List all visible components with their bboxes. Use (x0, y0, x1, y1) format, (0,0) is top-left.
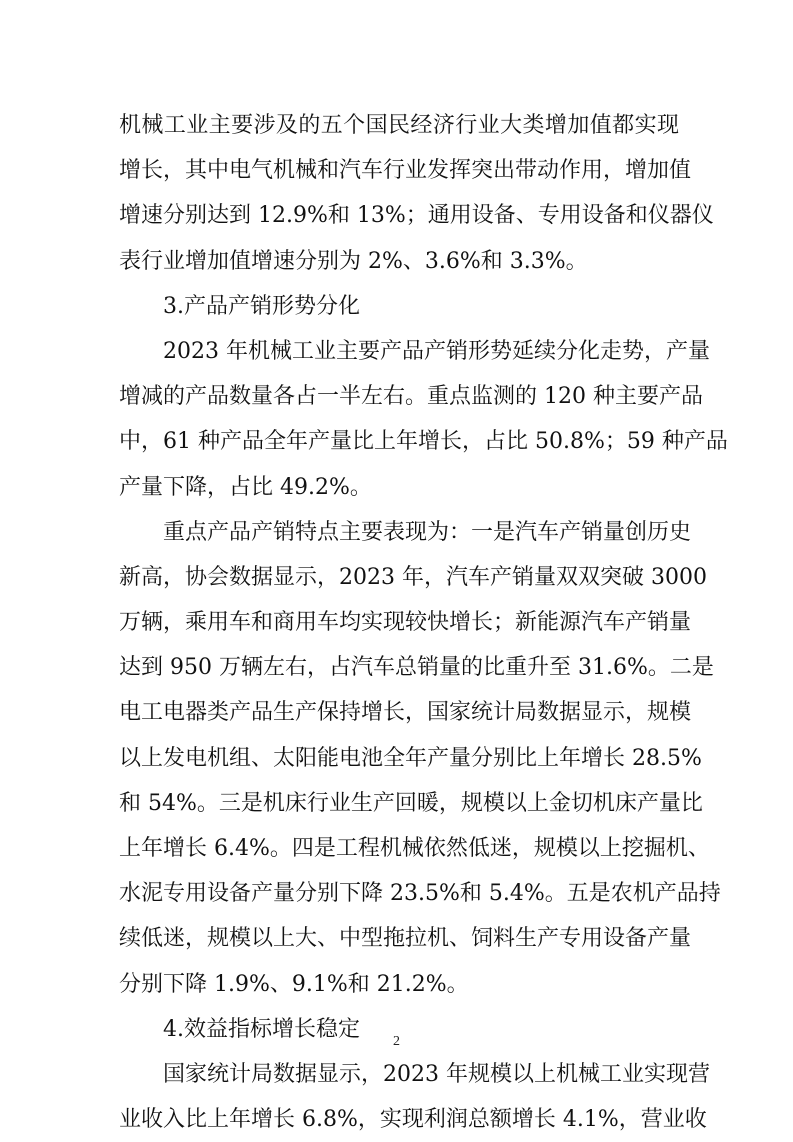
text-line: 以上发电机组、太阳能电池全年产量分别比上年增长 28.5% (119, 745, 702, 771)
body-text (119, 103, 728, 1142)
text-line: 机械工业主要涉及的五个国民经济行业大类增加值都实现 (119, 113, 679, 138)
text-line: 分别下降 1.9%、9.1%和 21.2%。 (119, 971, 469, 997)
text-line: 电工电器类产品生产保持增长，国家统计局数据显示，规模 (119, 700, 692, 726)
text-line: 中，61 种产品全年产量比上年增长，占比 50.8%；59 种产品 (119, 429, 728, 455)
text-line: 和 54%。三是机床行业生产回暖，规模以上金切机床产量比 (119, 790, 703, 816)
text-line: 上年增长 6.4%。四是工程机械依然低迷，规模以上挖掘机、 (119, 836, 710, 861)
section-heading: 3.产品产销形势分化 (163, 293, 360, 319)
text-line: 增速分别达到 12.9%和 13%；通用设备、专用设备和仪器仪 (119, 203, 714, 229)
text-line: 2023 年机械工业主要产品产销形势延续分化走势，产量 (163, 338, 710, 364)
section-heading: 4.效益指标增长稳定 (163, 1016, 360, 1042)
text-line: 万辆，乘用车和商用车均实现较快增长；新能源汽车产销量 (119, 610, 692, 636)
text-line: 续低迷，规模以上大、中型拖拉机、饲料生产专用设备产量 (119, 926, 692, 952)
text-line: 增减的产品数量各占一半左右。重点监测的 120 种主要产品 (119, 384, 703, 410)
text-line: 增长，其中电气机械和汽车行业发挥突出带动作用，增加值 (119, 158, 692, 184)
text-line: 重点产品产销特点主要表现为：一是汽车产销量创历史 (163, 519, 692, 545)
text-line: 产量下降，占比 49.2%。 (119, 474, 372, 500)
text-line: 业收入比上年增长 6.8%，实现利润总额增长 4.1%，营业收 (119, 1107, 707, 1133)
text-line: 表行业增加值增速分别为 2%、3.6%和 3.3%。 (119, 248, 588, 274)
page-number: 2 (393, 1034, 400, 1049)
text-line: 新高，协会数据显示，2023 年，汽车产销量双双突破 3000 (119, 564, 707, 590)
text-line: 国家统计局数据显示，2023 年规模以上机械工业实现营 (163, 1061, 710, 1087)
text-line: 水泥专用设备产量分别下降 23.5%和 5.4%。五是农机产品持 (119, 881, 721, 907)
text-line: 达到 950 万辆左右，占汽车总销量的比重升至 31.6%。二是 (119, 655, 714, 681)
